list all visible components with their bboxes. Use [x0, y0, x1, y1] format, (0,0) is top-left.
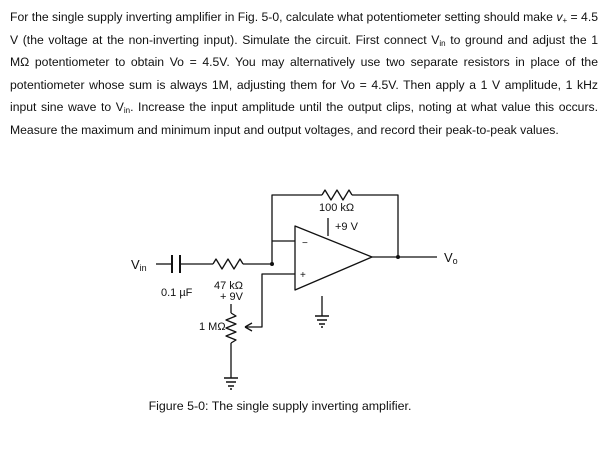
noninverting-input-wire — [245, 274, 295, 327]
opamp-triangle — [295, 226, 372, 290]
plus-sign: + — [300, 270, 306, 281]
problem-text-3: to ground and adjust the 1 MΩ potentiometer to obtain Vo = 4.5V. You may alternatively use two separate resistors in place of the potentiometer whose sum is always 1M, adjusting them for Vo = 4.5V. Then apply a 1 V amplitude, 1 kHz input sine wave to V — [10, 32, 598, 115]
vin-label: Vin — [131, 257, 147, 273]
feedback-wire-right — [352, 195, 398, 257]
problem-text-4: . Increase the input amplitude until the output clips, noting at what value this occurs. Measure the maximum and minimum input and output voltages, and record their peak-to-peak values. — [10, 100, 599, 137]
potentiometer-label: 1 MΩ — [199, 321, 226, 333]
supply-label: +9 V — [335, 221, 358, 233]
vin-subscript-1: in — [439, 38, 446, 48]
potentiometer — [226, 313, 236, 343]
output-label: Vo — [444, 250, 458, 266]
minus-sign: − — [302, 238, 308, 249]
capacitor-label: 0.1 µF — [161, 287, 193, 299]
pot-ground-symbol — [224, 378, 238, 389]
v-plus-symbol: v — [556, 10, 563, 24]
vin-subscript-2: in — [123, 106, 131, 116]
input-resistor — [213, 259, 243, 269]
problem-text-2: = 4.5 V (the voltage at the non-inverting input). Simulate the circuit. First connect V — [10, 10, 599, 47]
feedback-resistor-label: 100 kΩ — [319, 202, 355, 214]
figure-caption: Figure 5-0: The single supply inverting amplifier. — [148, 399, 412, 413]
problem-text-1: For the single supply inverting amplifier in Fig. 5-0, calculate what potentiometer setting should make — [10, 10, 553, 24]
feedback-wire-left — [272, 195, 322, 264]
v-plus-subscript: + — [562, 16, 568, 25]
opamp-ground-symbol — [315, 316, 329, 327]
input-resistor-label: 47 kΩ — [214, 280, 244, 292]
feedback-resistor — [322, 190, 352, 200]
pot-supply-label: + 9V — [220, 291, 243, 303]
feedback-junction-dot — [270, 262, 274, 266]
output-junction-dot — [396, 255, 400, 259]
